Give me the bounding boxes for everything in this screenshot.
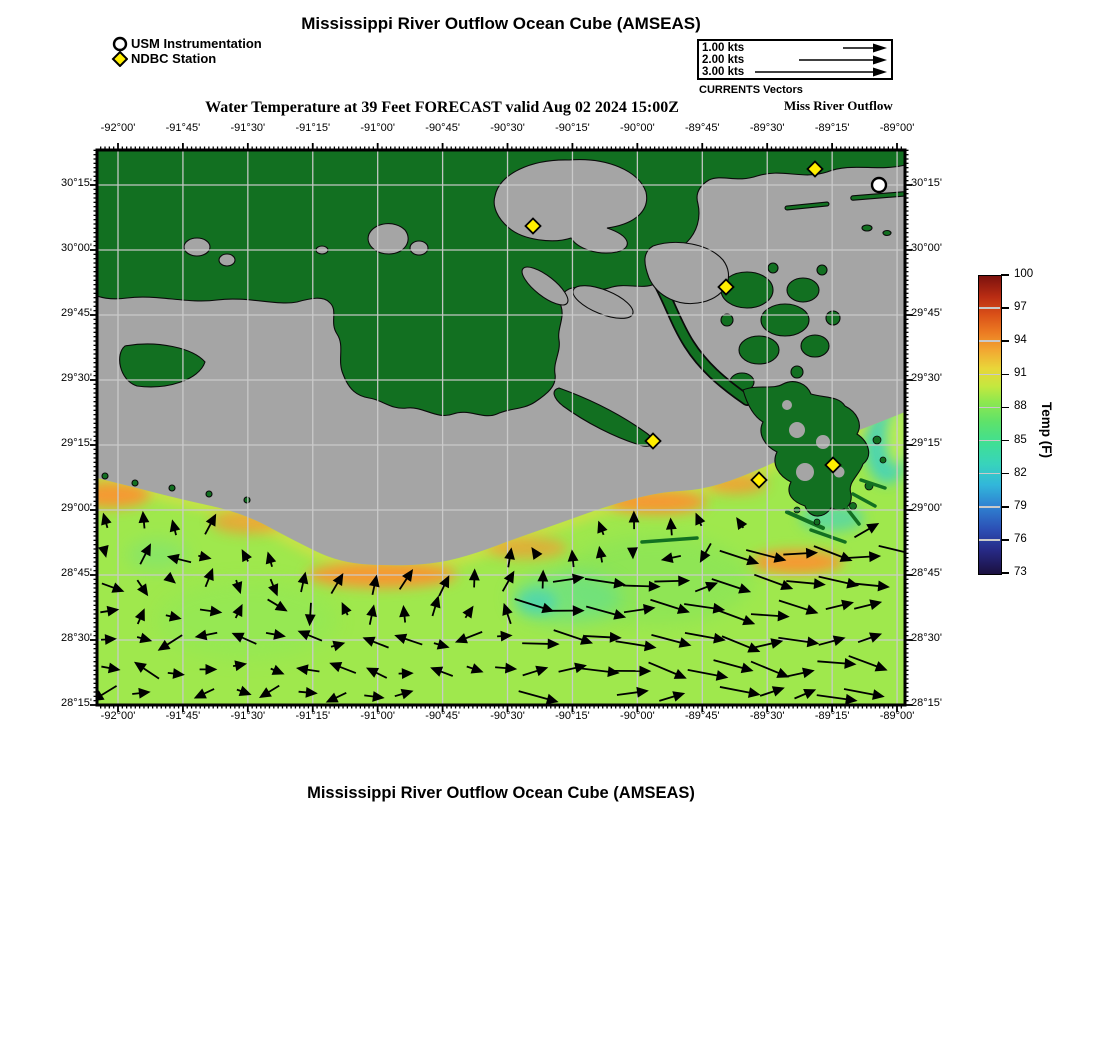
x-axis-label-top: -90°30' bbox=[490, 122, 525, 134]
colorbar-tick-line bbox=[979, 340, 1000, 342]
x-axis-label-bottom: -90°45' bbox=[425, 710, 460, 722]
colorbar-tick-label: 76 bbox=[1014, 532, 1027, 545]
x-axis-label-top: -91°45' bbox=[165, 122, 201, 134]
colorbar-tick-line bbox=[979, 307, 1000, 309]
y-axis-label-left: 29°45' bbox=[61, 307, 92, 319]
x-axis-label-bottom: -90°30' bbox=[490, 710, 525, 722]
current-vector-caption: CURRENTS Vectors bbox=[699, 84, 803, 96]
legend-ndbc-label: NDBC Station bbox=[131, 51, 217, 66]
ndbc-diamond-icon bbox=[110, 51, 128, 67]
y-axis-label-left: 28°45' bbox=[61, 567, 92, 579]
x-axis-label-bottom: -89°15' bbox=[814, 710, 850, 722]
colorbar-title: Temp (F) bbox=[1039, 402, 1054, 458]
vector-scale-arrow-icon bbox=[753, 42, 888, 54]
colorbar-tick bbox=[1001, 506, 1009, 508]
y-axis-label-left: 30°00' bbox=[61, 242, 92, 254]
x-axis-label-top: -90°45' bbox=[425, 122, 460, 134]
x-axis-label-bottom: -89°30' bbox=[749, 710, 785, 722]
x-axis-label-bottom: -92°00' bbox=[100, 710, 136, 722]
colorbar-tick-label: 97 bbox=[1014, 301, 1027, 314]
x-axis-label-top: -90°15' bbox=[555, 122, 590, 134]
colorbar-tick bbox=[1001, 340, 1009, 342]
colorbar-tick-label: 79 bbox=[1014, 499, 1027, 512]
vector-scale-arrow-icon bbox=[753, 54, 888, 66]
x-axis-label-top: -91°30' bbox=[230, 122, 266, 134]
legend-usm-label: USM Instrumentation bbox=[131, 36, 262, 51]
y-axis-label-left: 29°15' bbox=[61, 437, 92, 449]
x-axis-label-top: -89°00' bbox=[879, 122, 915, 134]
x-axis-label-bottom: -91°30' bbox=[230, 710, 266, 722]
x-axis-label-top: -92°00' bbox=[100, 122, 136, 134]
y-axis-label-left: 29°00' bbox=[61, 502, 92, 514]
legend-row-usm bbox=[110, 36, 262, 51]
current-vector-scale-box bbox=[697, 39, 893, 80]
y-axis-label-left: 30°15' bbox=[61, 177, 92, 189]
x-axis-label-bottom: -91°15' bbox=[295, 710, 331, 722]
vector-scale-row bbox=[702, 42, 888, 54]
x-axis-label-bottom: -89°45' bbox=[684, 710, 720, 722]
colorbar-tick bbox=[1001, 473, 1009, 475]
x-axis-label-bottom: -91°45' bbox=[165, 710, 201, 722]
y-axis-label-left: 29°30' bbox=[61, 372, 92, 384]
usm-station-marker bbox=[872, 178, 886, 192]
colorbar-tick-label: 73 bbox=[1014, 566, 1027, 578]
colorbar-tick bbox=[1001, 440, 1009, 442]
y-axis-label-right: 29°45' bbox=[911, 307, 942, 319]
x-axis-label-bottom: -90°15' bbox=[555, 710, 590, 722]
y-axis-label-right: 30°15' bbox=[911, 177, 942, 189]
colorbar-tick-label: 82 bbox=[1014, 466, 1027, 479]
colorbar-tick bbox=[1001, 572, 1009, 574]
legend-row-ndbc bbox=[110, 51, 262, 66]
vector-scale-label: 2.00 kts bbox=[702, 54, 745, 66]
colorbar-tick bbox=[1001, 407, 1009, 409]
colorbar-tick-line bbox=[979, 407, 1000, 409]
x-axis-label-top: -90°00' bbox=[620, 122, 655, 134]
colorbar-tick-label: 91 bbox=[1014, 367, 1027, 380]
y-axis-label-right: 30°00' bbox=[911, 242, 942, 254]
x-axis-label-bottom: -91°00' bbox=[360, 710, 395, 722]
usm-circle-icon bbox=[110, 36, 128, 52]
colorbar-tick-label: 100 bbox=[1014, 268, 1034, 280]
forecast-subtitle: Water Temperature at 39 Feet FORECAST valid Aug 02 2024 15:00Z bbox=[205, 99, 679, 116]
y-axis-label-right: 29°00' bbox=[911, 502, 942, 514]
x-axis-label-top: -89°15' bbox=[814, 122, 850, 134]
vector-scale-row bbox=[702, 54, 888, 66]
y-axis-label-right: 28°45' bbox=[911, 567, 942, 579]
footer-title: Mississippi River Outflow Ocean Cube (AMSEAS) bbox=[307, 784, 695, 802]
colorbar-tick-line bbox=[979, 473, 1000, 475]
colorbar-tick bbox=[1001, 307, 1009, 309]
vector-scale-arrow-icon bbox=[753, 66, 888, 78]
y-axis-label-right: 29°30' bbox=[911, 372, 942, 384]
x-axis-label-top: -89°45' bbox=[684, 122, 720, 134]
colorbar-tick-line bbox=[979, 539, 1000, 541]
y-axis-label-left: 28°15' bbox=[61, 697, 92, 709]
x-axis-label-bottom: -89°00' bbox=[879, 710, 915, 722]
colorbar-tick bbox=[1001, 539, 1009, 541]
colorbar-tick-label: 85 bbox=[1014, 433, 1027, 446]
colorbar-tick bbox=[1001, 274, 1009, 276]
vector-scale-row bbox=[702, 66, 888, 78]
colorbar-tick bbox=[1001, 374, 1009, 376]
station-legend bbox=[110, 36, 262, 66]
region-label: Miss River Outflow bbox=[784, 98, 893, 113]
colorbar-tick-line bbox=[979, 440, 1000, 442]
x-axis-label-top: -91°15' bbox=[295, 122, 331, 134]
colorbar-tick-line bbox=[979, 374, 1000, 376]
forecast-map bbox=[87, 140, 915, 715]
y-axis-label-right: 29°15' bbox=[911, 437, 942, 449]
page-title: Mississippi River Outflow Ocean Cube (AMSEAS) bbox=[301, 14, 701, 33]
x-axis-label-bottom: -90°00' bbox=[620, 710, 655, 722]
vector-scale-label: 3.00 kts bbox=[702, 66, 745, 78]
y-axis-label-right: 28°30' bbox=[911, 632, 942, 644]
y-axis-label-left: 28°30' bbox=[61, 632, 92, 644]
colorbar-tick-label: 88 bbox=[1014, 400, 1027, 413]
x-axis-label-top: -89°30' bbox=[749, 122, 785, 134]
x-axis-label-top: -91°00' bbox=[360, 122, 395, 134]
vector-scale-label: 1.00 kts bbox=[702, 42, 745, 54]
colorbar-tick-label: 94 bbox=[1014, 334, 1027, 347]
temperature-colorbar bbox=[978, 275, 1002, 575]
colorbar-tick-line bbox=[979, 506, 1000, 508]
y-axis-label-right: 28°15' bbox=[911, 697, 942, 709]
